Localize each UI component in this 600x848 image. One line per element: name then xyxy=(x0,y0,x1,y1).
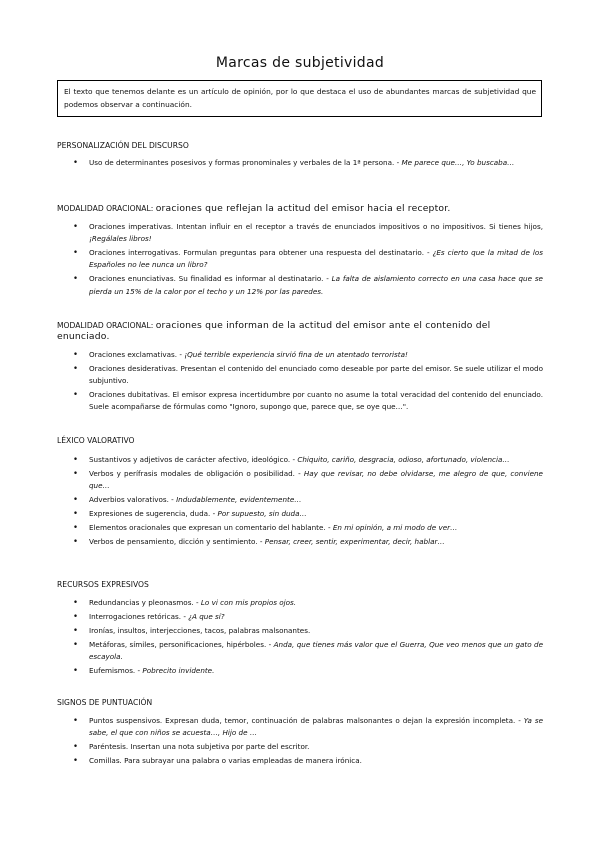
section-heading-lexico xyxy=(57,435,542,446)
section-list-personalizacion xyxy=(73,157,543,171)
item-text: Expresiones de sugerencia, duda. xyxy=(89,508,211,518)
list-item xyxy=(73,625,543,637)
item-example: Lo vi con mis propios ojos. xyxy=(200,598,297,607)
section-list-puntuacion xyxy=(73,715,543,769)
list-item xyxy=(73,755,543,767)
list-item xyxy=(73,363,543,388)
item-separator: - xyxy=(266,639,274,649)
section-heading-puntuacion xyxy=(57,697,542,708)
item-example: Anda, que tienes más valor que el Guerra, Que veo menos que un gato de escayola. xyxy=(89,639,543,661)
list-item xyxy=(73,611,543,623)
section-heading-text: RECURSOS EXPRESIVOS xyxy=(57,580,149,589)
item-separator: - xyxy=(294,468,304,478)
item-example: La falta de aislamiento correcto en una casa hace que se pierda un 15% de la calor por el techo y un 12% por las paredes. xyxy=(89,274,543,296)
list-item xyxy=(73,508,543,520)
list-item xyxy=(73,665,543,677)
list-item xyxy=(73,639,543,664)
document-title: Marcas de subjetividad xyxy=(215,55,385,71)
item-text: Adverbios valorativos. xyxy=(89,495,169,505)
item-example: Indudablemente, evidentemente… xyxy=(176,495,302,505)
item-text: Oraciones dubitativas. El emisor expresa incertidumbre por cuanto no asume la total veracidad del contenido del enunciado. Suele acompañarse de fórmulas como "Ignoro, supongo que, parece que, se oye que…". xyxy=(89,390,543,412)
list-item xyxy=(73,157,543,169)
item-separator: - xyxy=(181,611,189,621)
item-separator: - xyxy=(168,495,177,505)
item-text: Oraciones imperativas. Intentan influir en el receptor a través de enunciados impositivos o no impositivos. Si tienes hijos, xyxy=(89,222,543,231)
item-text: Elementos oracionales que expresan un comentario del hablante. xyxy=(89,522,326,532)
item-text: Sustantivos y adjetivos de carácter afectivo, ideológico. xyxy=(89,455,291,464)
section-list-lexico xyxy=(73,454,543,550)
section-heading-text: LÉXICO VALORATIVO xyxy=(57,436,135,445)
item-text: Oraciones exclamativas. xyxy=(89,350,178,359)
list-item xyxy=(73,247,543,272)
item-separator: - xyxy=(135,665,143,675)
item-separator: - xyxy=(423,248,433,258)
item-example: Por supuesto, sin duda… xyxy=(217,508,307,518)
item-example: ¡Qué terrible experiencia sirvió fina de un atentado terrorista! xyxy=(184,350,408,359)
list-item xyxy=(73,349,543,361)
section-heading-modalidad-receptor xyxy=(57,203,542,214)
item-separator: - xyxy=(290,455,298,464)
item-text: Oraciones enunciativas. Su finalidad es informar al destinatario. xyxy=(89,274,324,284)
item-example: Chiquito, cariño, desgracia, odioso, afortunado, violencia… xyxy=(297,455,510,464)
item-example: Pobrecito invidente. xyxy=(142,665,215,675)
section-list-modalidad-receptor xyxy=(73,221,543,300)
list-item xyxy=(73,221,543,246)
section-heading-recursos xyxy=(57,579,542,590)
item-text: Puntos suspensivos. Expresan duda, temor, continuación de palabras malsonantes o dejan la expresión incompleta. xyxy=(89,716,516,725)
section-heading-text: MODALIDAD ORACIONAL: xyxy=(57,321,156,330)
section-heading-tail: oraciones que reflejan la actitud del emisor hacia el receptor. xyxy=(155,203,451,214)
item-text: Paréntesis. Insertan una nota subjetiva por parte del escritor. xyxy=(89,742,310,752)
item-separator: - xyxy=(325,522,333,532)
list-item xyxy=(73,522,543,534)
section-heading-tail: oraciones que informan de la actitud del emisor ante el contenido del enunciado. xyxy=(57,320,491,342)
list-item xyxy=(73,494,543,506)
list-item xyxy=(73,536,543,548)
intro-box: El texto que tenemos delante es un artículo de opinión, por lo que destaca el uso de abundantes marcas de subjetividad que podemos observar a continuación. xyxy=(57,80,542,117)
section-list-modalidad-contenido xyxy=(73,349,543,415)
section-heading-text: SIGNOS DE PUNTUACIÓN xyxy=(57,698,153,707)
item-separator: - xyxy=(177,350,185,359)
item-example: Hay que revisar, no debe olvidarse, me alegro de que, conviene que… xyxy=(89,468,543,491)
item-example: En mi opinión, a mi modo de ver… xyxy=(332,522,458,532)
section-heading-modalidad-contenido xyxy=(57,320,542,342)
item-example: Me parece que…, Yo buscaba… xyxy=(401,158,515,167)
item-example: Ya se sabe, el que con niños se acuesta…, Hijo de … xyxy=(89,716,543,738)
section-list-recursos xyxy=(73,597,543,679)
item-text: Eufemismos. xyxy=(89,665,136,675)
section-heading-text: PERSONALIZACIÓN DEL DISCURSO xyxy=(57,141,189,150)
list-item xyxy=(73,597,543,609)
list-item xyxy=(73,454,543,466)
item-separator: - xyxy=(394,158,402,167)
list-item xyxy=(73,389,543,414)
item-text: Verbos y perífrasis modales de obligación o posibilidad. xyxy=(89,468,295,478)
item-separator: - xyxy=(323,274,332,284)
section-heading-personalizacion xyxy=(57,140,542,151)
item-text: Comillas. Para subrayar una palabra o varias empleadas de manera irónica. xyxy=(89,756,362,766)
item-example: ¿Es cierto que la mitad de los Españoles no lee nunca un libro? xyxy=(89,248,543,270)
item-text: Metáforas, símiles, personificaciones, hipérboles. xyxy=(89,639,267,649)
item-text: Verbos de pensamiento, dicción y sentimiento. xyxy=(89,536,258,546)
list-item xyxy=(73,273,543,298)
item-example: Pensar, creer, sentir, experimentar, decir, hablar… xyxy=(264,536,445,546)
list-item xyxy=(73,715,543,740)
item-text: Oraciones desiderativas. Presentan el contenido del enunciado como deseable por parte del emisor. Se suele utilizar el modo subjuntivo. xyxy=(89,363,543,386)
item-separator: - xyxy=(515,716,524,725)
section-heading-text: MODALIDAD ORACIONAL: xyxy=(57,204,156,213)
item-example: ¡Regálales libros! xyxy=(89,234,152,244)
item-example: ¿A que sí? xyxy=(188,611,225,621)
item-separator: - xyxy=(257,536,265,546)
list-item xyxy=(73,741,543,753)
item-text: Oraciones interrogativas. Formulan preguntas para obtener una respuesta del destinatario. xyxy=(89,248,424,258)
item-text: Interrogaciones retóricas. xyxy=(89,611,182,621)
item-separator: - xyxy=(210,508,218,518)
list-item xyxy=(73,468,543,493)
item-text: Redundancias y pleonasmos. xyxy=(89,598,194,607)
item-text: Ironías, insultos, interjecciones, tacos, palabras malsonantes. xyxy=(89,625,311,635)
item-separator: - xyxy=(193,598,201,607)
item-text: Uso de determinantes posesivos y formas pronominales y verbales de la 1ª persona. xyxy=(89,158,395,167)
